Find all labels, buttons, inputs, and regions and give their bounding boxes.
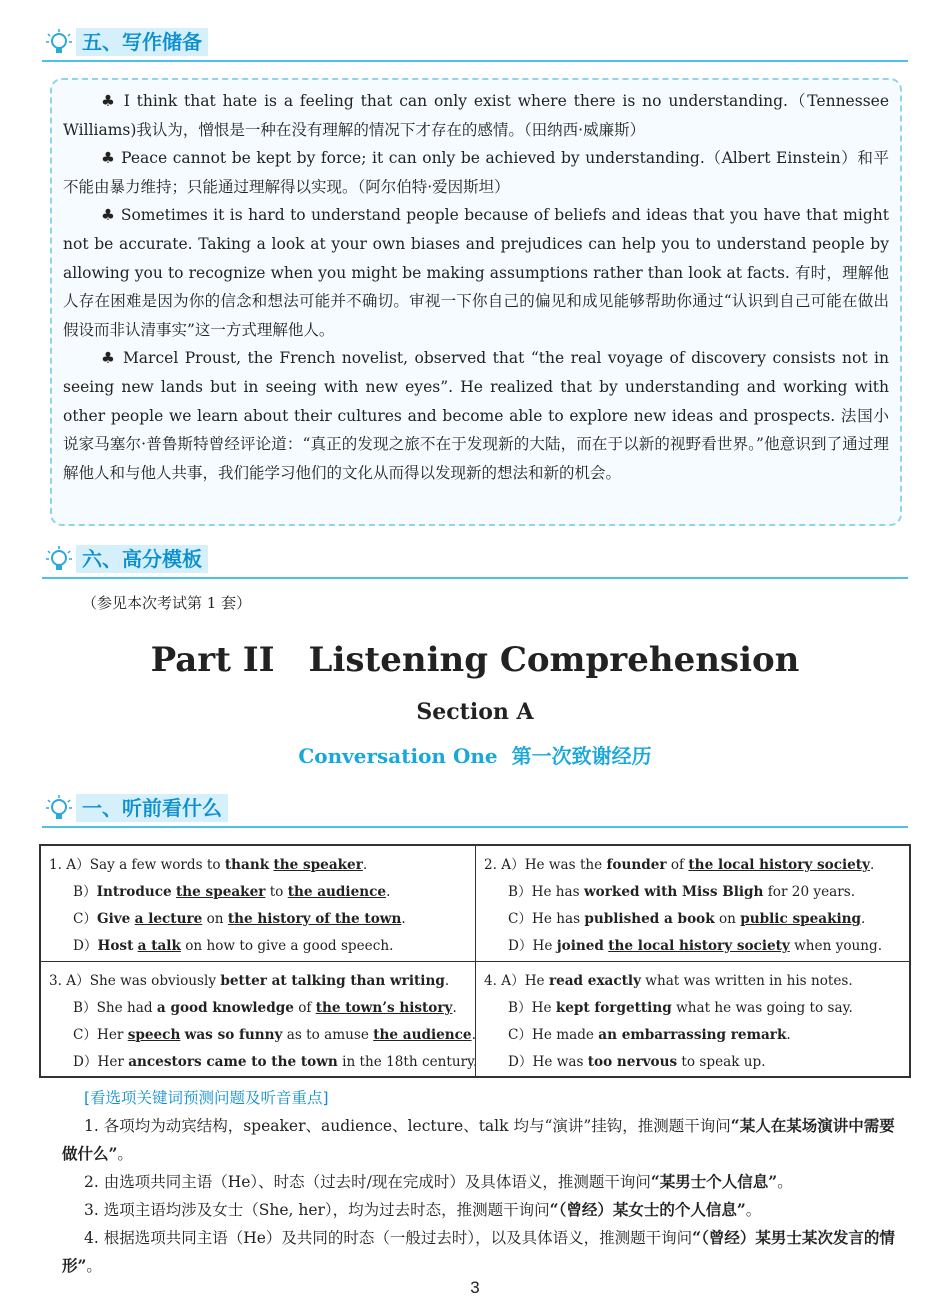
question-cell xyxy=(475,961,909,1076)
analysis-item: 1. 各项均为动宾结构，speaker、audience、lecture、talk 均与“演讲”挂钩，推测题干询问“某人在某场演讲中需要做什么”。 xyxy=(62,1116,895,1163)
option-text: 1. A）Say a few words to thank the speaker. xyxy=(49,857,368,873)
option-text: B）She had a good knowledge of the town’s history. xyxy=(73,1000,457,1016)
analysis-item: 3. 选项主语均涉及女士（She, her），均为过去时态，推测题干询问“（曾经）某女士的个人信息”。 xyxy=(84,1200,762,1219)
club-icon: ♣ xyxy=(101,149,116,168)
analysis-block xyxy=(62,1085,908,1280)
analysis-item: 4. 根据选项共同主语（He）及共同的时态（一般过去时），以及具体语义，推测题干询问“（曾经）某男士某次发言的情形”。 xyxy=(62,1228,895,1275)
quote-item: ♣ Marcel Proust, the French novelist, observed that “the real voyage of discovery consists not in seeing new lands but in seeing with new eyes”. He realized that by understanding and working with other people we learn about their cultures and become able to explore new ideas and prospects. 法国小说家马塞尔·普鲁斯特曾经评论道：“真正的发现之旅不在于发现新的大陆，而在于以新的视野看世界。”他意识到了通过理解他人和与他人共事，我们能学习他们的文化从而得以发现新的想法和新的机会。 xyxy=(63,349,889,482)
section-header-template xyxy=(42,543,908,579)
option-text: B）He has worked with Miss Bligh for 20 years. xyxy=(508,884,856,900)
option-text: D）He joined the local history society when young. xyxy=(508,938,883,954)
option-text: B）Introduce the speaker to the audience. xyxy=(73,884,391,900)
option-text: D）Host a talk on how to give a good speech. xyxy=(73,938,394,954)
section-title: 一、听前看什么 xyxy=(76,794,228,822)
option-text: C）He made an embarrassing remark. xyxy=(508,1027,791,1043)
question-cell xyxy=(41,961,478,1076)
conversation-title: Conversation One 第一次致谢经历 xyxy=(298,744,652,768)
question-cell xyxy=(41,846,475,961)
quote-item: ♣ Sometimes it is hard to understand people because of beliefs and ideas that you have that might not be accurate. Taking a look at your own biases and prejudices can help you to understand people by allowing you to recognize when you might be making assumptions rather than look at facts. 有时，理解他人存在困难是因为你的信念和想法可能并不确切。审视一下你自己的偏见和成见能够帮助你通过“认识到自己可能在做出假设而非认清事实”这一方式理解他人。 xyxy=(63,206,889,339)
lightbulb-icon xyxy=(44,28,74,58)
analysis-heading: [看选项关键词预测问题及听音重点] xyxy=(84,1089,329,1107)
club-icon: ♣ xyxy=(101,92,117,110)
quote-list xyxy=(63,87,889,487)
club-icon: ♣ xyxy=(101,349,117,368)
page-number: 3 xyxy=(470,1278,480,1297)
section-a-title: Section A xyxy=(416,699,534,725)
option-text: C）Give a lecture on the history of the town. xyxy=(73,911,406,927)
option-text: B）He kept forgetting what he was going to say. xyxy=(508,1000,853,1016)
part-title: Part II Listening Comprehension xyxy=(150,640,800,680)
option-text: C）Her speech was so funny as to amuse the audience. xyxy=(73,1027,476,1043)
quote-item: ♣ I think that hate is a feeling that can only exist where there is no understanding.（Tennessee Williams)我认为，憎恨是一种在没有理解的情况下才存在的感情。（田纳西·威廉斯） xyxy=(63,92,889,139)
option-text: D）He was too nervous to speak up. xyxy=(508,1054,766,1070)
option-text: C）He has published a book on public speaking. xyxy=(508,911,866,927)
section-title: 五、写作储备 xyxy=(76,28,208,56)
section-title: 六、高分模板 xyxy=(76,545,208,573)
analysis-item: 2. 由选项共同主语（He）、时态（过去时/现在完成时）及具体语义，推测题干询问“某男士个人信息”。 xyxy=(84,1172,793,1191)
reference-note: （参见本次考试第 1 套） xyxy=(82,594,252,612)
club-icon: ♣ xyxy=(101,206,116,225)
option-text: 4. A）He read exactly what was written in his notes. xyxy=(484,973,853,989)
section-header-prelisten xyxy=(42,792,908,828)
section-header-writing xyxy=(42,26,908,62)
quote-item: ♣ Peace cannot be kept by force; it can only be achieved by understanding.（Albert Einstein）和平不能由暴力维持；只能通过理解得以实现。（阿尔伯特·爱因斯坦） xyxy=(63,149,889,196)
option-text: 2. A）He was the founder of the local history society. xyxy=(484,857,875,873)
option-text: D）Her ancestors came to the town in the 18th century. xyxy=(73,1054,478,1070)
question-grid xyxy=(39,844,911,1078)
lightbulb-icon xyxy=(44,794,74,824)
option-text: 3. A）She was obviously better at talking than writing. xyxy=(49,973,450,989)
lightbulb-icon xyxy=(44,545,74,575)
question-cell xyxy=(475,846,909,961)
